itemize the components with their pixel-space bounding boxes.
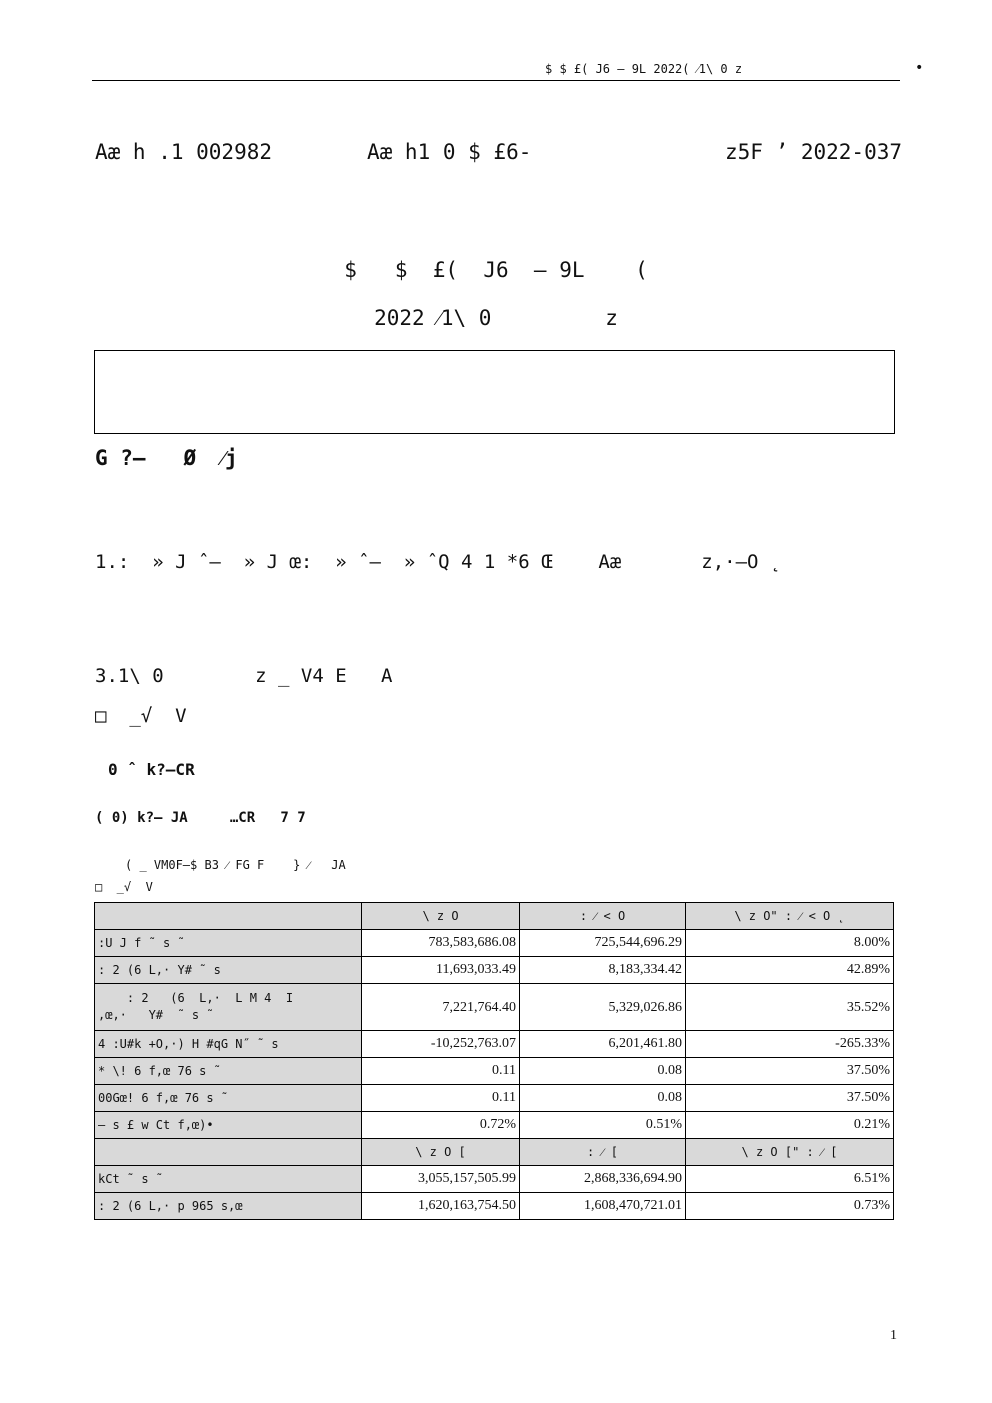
row-label: * \! 6 f,œ 76 s ˜: [95, 1058, 362, 1085]
cell-current: 0.11: [362, 1058, 520, 1085]
table-body: [95, 903, 894, 1220]
cell-change: 42.89%: [686, 957, 894, 984]
document-title: $ $ £( J6 – 9L (: [344, 258, 648, 282]
cell-previous: 0.08: [520, 1058, 686, 1085]
cell-current: 7,221,764.40: [362, 984, 520, 1031]
table-row: [95, 1058, 894, 1085]
header-divider: [92, 80, 900, 81]
cell-change: 37.50%: [686, 1058, 894, 1085]
paragraph-line: 1.: » J ˆ– » J œ: » ˆ– » ˆQ 4 1 *6 Œ Aæ z,·–O ˛: [95, 551, 782, 573]
table-header-row: [95, 903, 894, 930]
row-label: kCt ˜ s ˜: [95, 1166, 362, 1193]
column-header: \ z O" : ⁄ < O ˛: [686, 903, 894, 930]
column-header: : ⁄ [: [520, 1139, 686, 1166]
table-row: [95, 984, 894, 1031]
row-label: : 2 (6 L,· Y# ˜ s: [95, 957, 362, 984]
cell-current: 0.11: [362, 1085, 520, 1112]
cell-previous: 725,544,696.29: [520, 930, 686, 957]
row-label: 00Gœ! 6 f,œ 76 s ˜: [95, 1085, 362, 1112]
checkbox-line: □ _√ V: [95, 705, 187, 727]
page-header-text: $ $ £( J6 – 9L 2022( ⁄1\ 0 z: [545, 62, 743, 76]
cell-previous: 1,608,470,721.01: [520, 1193, 686, 1220]
subsection-heading: 0 ˆ k?–CR: [108, 760, 195, 779]
cell-change: 8.00%: [686, 930, 894, 957]
table-row: [95, 1112, 894, 1139]
section-heading: G ?– Ø ⁄j: [95, 446, 238, 470]
cell-change: 35.52%: [686, 984, 894, 1031]
paragraph-3: 3.1\ 0 z _ V4 E A: [95, 665, 393, 687]
table-heading: ( 0) k?– JA …CR 7 7: [95, 810, 306, 826]
stock-code: Aæ h .1 002982: [95, 140, 273, 164]
header-bullet-icon: •: [915, 60, 924, 76]
table-header-row: [95, 1139, 894, 1166]
column-header: [95, 903, 362, 930]
currency-note: □ _√ V: [95, 880, 153, 894]
cell-current: 783,583,686.08: [362, 930, 520, 957]
table-row: [95, 1085, 894, 1112]
cell-previous: 0.08: [520, 1085, 686, 1112]
paragraph-1: [95, 482, 992, 582]
cell-change: 6.51%: [686, 1166, 894, 1193]
cell-current: 0.72%: [362, 1112, 520, 1139]
cell-current: 1,620,163,754.50: [362, 1193, 520, 1220]
table-row: [95, 930, 894, 957]
document-subtitle: 2022 ⁄1\ 0 z: [374, 306, 618, 330]
table-row: [95, 1193, 894, 1220]
column-header: : ⁄ < O: [520, 903, 686, 930]
announcement-number: z5F ’ 2022-037: [725, 140, 903, 164]
cell-previous: 8,183,334.42: [520, 957, 686, 984]
table-row: [95, 957, 894, 984]
cell-change: 0.73%: [686, 1193, 894, 1220]
paragraph-2: [95, 588, 992, 652]
table-row: [95, 1166, 894, 1193]
cell-previous: 2,868,336,694.90: [520, 1166, 686, 1193]
unit-note: ( _ VM0F–$ B3 ⁄ FG F } ⁄ JA: [125, 858, 346, 872]
column-header: \ z O: [362, 903, 520, 930]
cell-previous: 6,201,461.80: [520, 1031, 686, 1058]
row-label: – s £ w Ct f,œ)•: [95, 1112, 362, 1139]
column-header: \ z O [" : ⁄ [: [686, 1139, 894, 1166]
cell-previous: 5,329,026.86: [520, 984, 686, 1031]
stock-abbreviation: Aæ h1 0 $ £6-: [367, 140, 532, 164]
cell-change: -265.33%: [686, 1031, 894, 1058]
column-header: \ z O [: [362, 1139, 520, 1166]
cell-previous: 0.51%: [520, 1112, 686, 1139]
row-label: : 2 (6 L,· p 965 s,œ: [95, 1193, 362, 1220]
notice-box: [94, 350, 895, 434]
notice-line: [113, 427, 876, 434]
cell-current: 3,055,157,505.99: [362, 1166, 520, 1193]
row-label: : 2 (6 L,· L M 4 I ,œ,· Y# ˜ s ˜: [95, 984, 362, 1031]
row-label: :U J f ˜ s ˜: [95, 930, 362, 957]
financial-data-table: [94, 902, 894, 1220]
column-header: [95, 1139, 362, 1166]
cell-change: 0.21%: [686, 1112, 894, 1139]
page-number: 1: [890, 1328, 897, 1343]
cell-change: 37.50%: [686, 1085, 894, 1112]
cell-current: 11,693,033.49: [362, 957, 520, 984]
table-row: [95, 1031, 894, 1058]
cell-current: -10,252,763.07: [362, 1031, 520, 1058]
row-label: 4 :U#k +O,·) H #qG N˝ ˜ s: [95, 1031, 362, 1058]
